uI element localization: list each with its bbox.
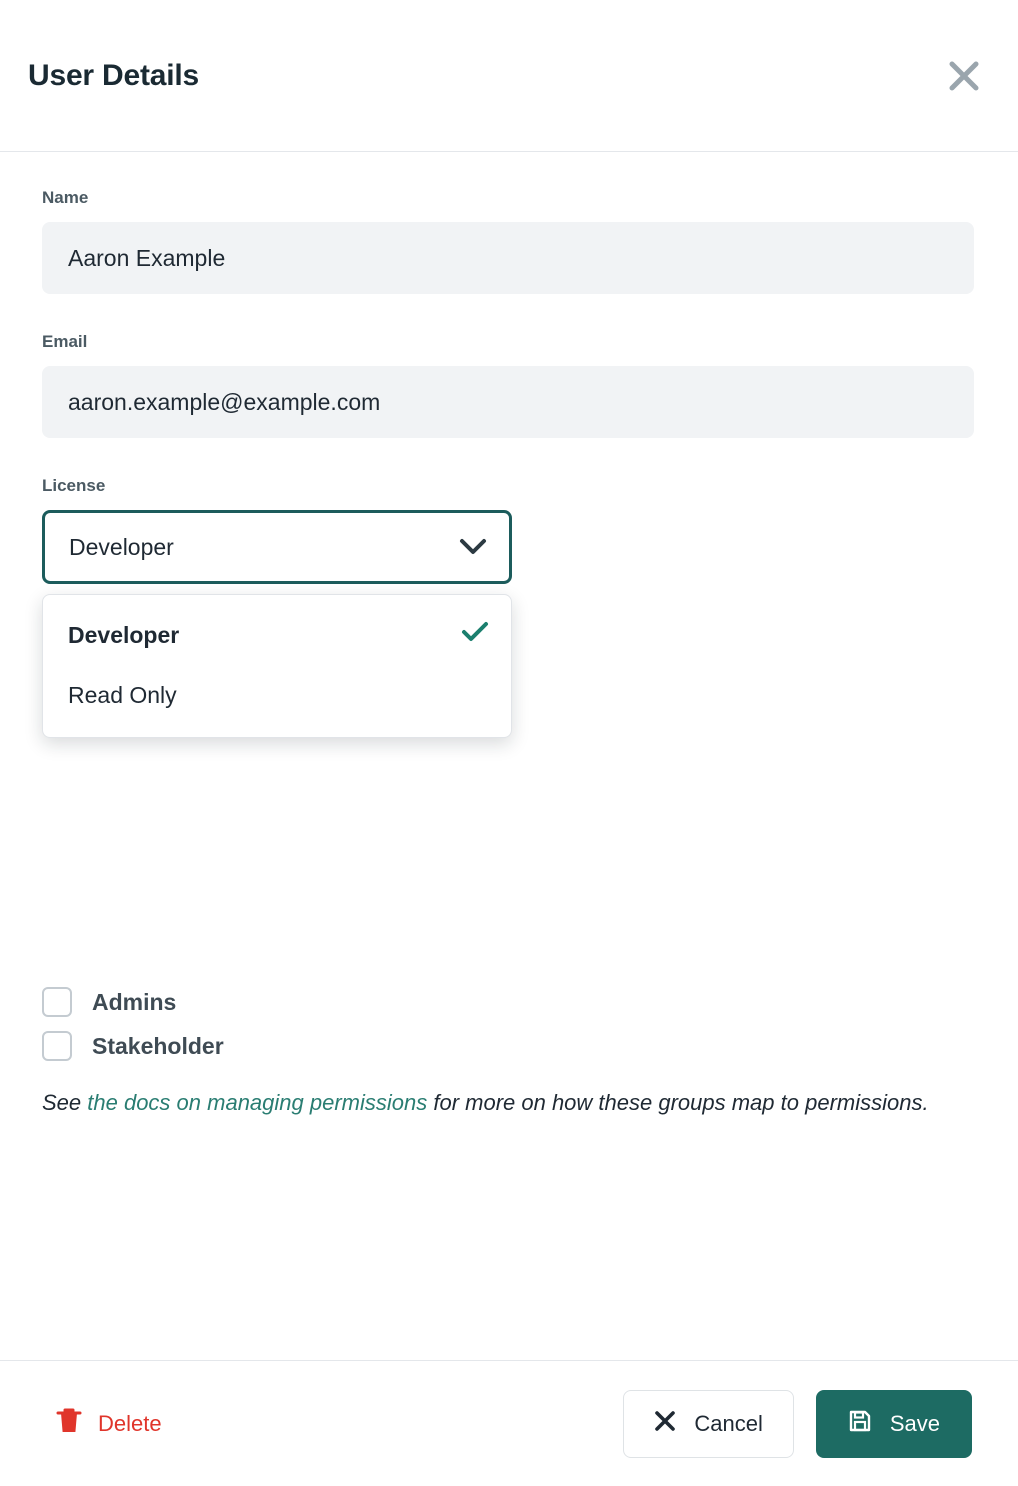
license-option-developer[interactable]	[43, 605, 511, 665]
save-button[interactable]	[816, 1390, 972, 1458]
close-icon[interactable]	[942, 54, 986, 98]
group-label: Stakeholder	[92, 1032, 224, 1059]
license-select[interactable]	[42, 510, 512, 584]
delete-button[interactable]	[46, 1399, 172, 1449]
check-icon	[461, 621, 489, 649]
trash-icon	[56, 1407, 82, 1441]
license-option-read-only[interactable]	[43, 665, 511, 725]
helper-prefix: See	[42, 1090, 88, 1115]
license-label: License	[42, 476, 106, 495]
modal-footer	[0, 1360, 1018, 1486]
close-x-icon	[654, 1410, 676, 1438]
license-selected-value: Developer	[69, 533, 174, 560]
footer-actions	[623, 1390, 972, 1458]
license-option-label: Read Only	[68, 681, 177, 708]
email-field-block	[42, 332, 974, 438]
email-label: Email	[42, 332, 88, 351]
cancel-button[interactable]	[623, 1390, 793, 1458]
save-disk-icon	[848, 1409, 872, 1439]
name-field-block	[42, 188, 974, 294]
managing-permissions-link[interactable]: the docs on managing permissions	[87, 1090, 428, 1115]
checkbox-admins[interactable]	[42, 987, 72, 1017]
cancel-button-label: Cancel	[694, 1410, 763, 1436]
modal-body	[0, 152, 1018, 1360]
page-title: User Details	[28, 58, 200, 92]
checkbox-stakeholder[interactable]	[42, 1031, 72, 1061]
helper-suffix: for more on how these groups map to permissions.	[427, 1090, 929, 1115]
name-label: Name	[42, 188, 89, 207]
delete-button-label: Delete	[98, 1410, 162, 1436]
group-row-stakeholder[interactable]	[42, 1024, 942, 1068]
name-input[interactable]: Aaron Example	[42, 222, 974, 294]
groups-helper-text	[42, 1086, 942, 1120]
modal-header	[0, 0, 1018, 152]
group-row-admins[interactable]	[42, 980, 942, 1024]
license-dropdown	[42, 594, 512, 738]
chevron-down-icon	[459, 538, 487, 556]
groups-section	[42, 980, 942, 1120]
license-select-wrap	[42, 510, 512, 708]
license-option-label: Developer	[68, 621, 180, 648]
group-label: Admins	[92, 988, 177, 1015]
save-button-label: Save	[889, 1410, 940, 1436]
license-field-block	[42, 476, 974, 708]
email-input[interactable]: aaron.example@example.com	[42, 366, 974, 438]
